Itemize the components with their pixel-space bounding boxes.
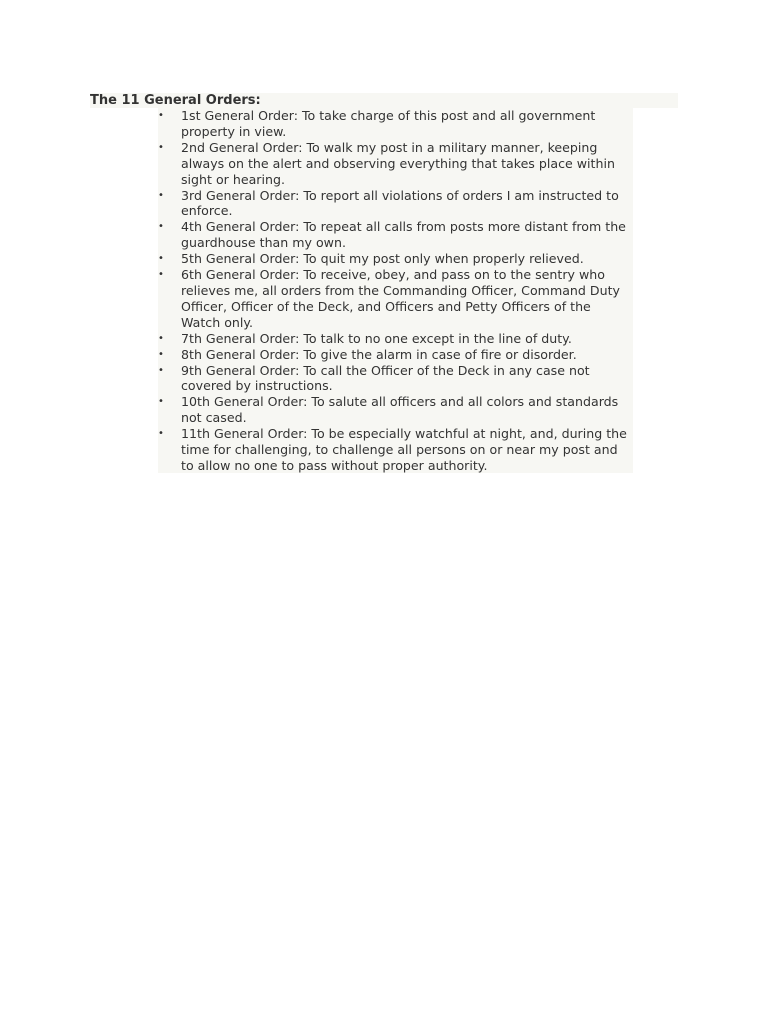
- list-item: [158, 331, 633, 347]
- order-text: 1st General Order: To take charge of this post and all government property in view.: [181, 108, 596, 139]
- bullet-icon: •: [158, 364, 164, 376]
- order-text: 7th General Order: To talk to no one except in the line of duty.: [181, 330, 572, 346]
- list-item: [158, 267, 633, 331]
- list-item: [158, 426, 633, 474]
- bullet-icon: •: [158, 348, 164, 360]
- order-text: 6th General Order: To receive, obey, and pass on to the sentry who relieves me, all orders from the Commanding Officer, Command Duty Officer, Officer of the Deck, and Officers and Petty Officers of the Watch only.: [181, 267, 620, 330]
- list-item: [158, 108, 633, 140]
- list-item: [158, 140, 633, 188]
- bullet-icon: •: [158, 221, 164, 233]
- general-orders-list: [158, 108, 633, 474]
- list-item: [158, 219, 633, 251]
- order-text: 2nd General Order: To walk my post in a military manner, keeping always on the alert and observing everything that takes place within sight or hearing.: [181, 139, 615, 187]
- bullet-icon: •: [158, 110, 164, 121]
- order-text: 5th General Order: To quit my post only when properly relieved.: [181, 251, 584, 267]
- list-item: [158, 363, 633, 395]
- bullet-icon: •: [158, 396, 164, 408]
- list-item: [158, 188, 633, 220]
- bullet-icon: •: [158, 189, 164, 201]
- bullet-icon: •: [158, 141, 164, 153]
- list-item: [158, 394, 633, 426]
- bullet-icon: •: [158, 253, 164, 265]
- order-text: 3rd General Order: To report all violations of orders I am instructed to enforce.: [181, 187, 619, 219]
- order-text: 4th General Order: To repeat all calls from posts more distant from the guardhouse than my own.: [181, 219, 626, 251]
- order-text: 9th General Order: To call the Officer of the Deck in any case not covered by instructions.: [181, 362, 590, 394]
- order-text: 8th General Order: To give the alarm in case of fire or disorder.: [181, 346, 577, 362]
- bullet-icon: •: [158, 332, 164, 344]
- order-text: 10th General Order: To salute all officers and all colors and standards not cased.: [181, 394, 619, 426]
- order-text: 11th General Order: To be especially watchful at night, and, during the time for challenging, to challenge all persons on or near my post and to allow no one to pass without proper authority.: [181, 426, 627, 473]
- document-heading: The 11 General Orders:: [90, 93, 261, 108]
- bullet-icon: •: [158, 269, 164, 281]
- list-item: [158, 251, 633, 267]
- list-item: [158, 347, 633, 363]
- bullet-icon: •: [158, 428, 164, 440]
